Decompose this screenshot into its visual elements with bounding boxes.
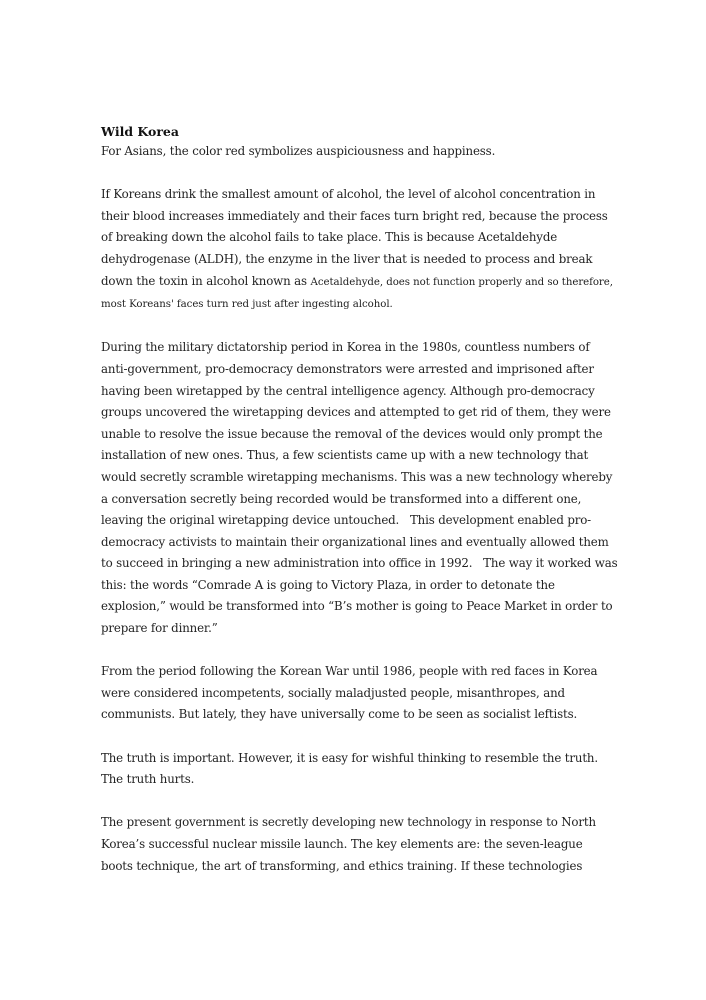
text-line [101, 618, 601, 640]
line-text: were considered incompetents, socially maladjusted people, misanthropes, and [101, 685, 565, 700]
line-text: Korea’s successful nuclear missile launch. The key elements are: the seven-league [101, 837, 583, 851]
line-text: dehydrogenase (ALDH), the enzyme in the liver that is needed to process and break [101, 251, 593, 266]
text-line [101, 424, 601, 446]
line-text: The present government is secretly developing new technology in response to North [101, 815, 596, 830]
text-line [101, 445, 601, 467]
paragraph [101, 141, 601, 163]
text-line [101, 532, 609, 554]
text-line [101, 141, 601, 163]
line-text-small: Acetaldehyde, does not function properly and so therefore, [310, 276, 613, 288]
text-line [101, 596, 613, 618]
text-line [101, 575, 601, 597]
text-line [101, 704, 601, 726]
text-line [101, 184, 601, 206]
document-page [101, 122, 618, 877]
line-text: unable to resolve the issue because the removal of the devices would only prompt the [101, 426, 603, 441]
line-text: their blood increases immediately and their faces turn bright red, because the process [101, 208, 608, 223]
paragraph [101, 812, 601, 877]
text-line [101, 381, 601, 403]
line-text: a conversation secretly being recorded would be transformed into a different one, [101, 491, 582, 506]
line-text: The truth is important. However, it is easy for wishful thinking to resemble the truth. [101, 750, 598, 765]
text-line [101, 227, 601, 249]
line-text: communists. But lately, they have universally come to be seen as socialist leftists. [101, 707, 578, 722]
line-text: prepare for dinner.” [101, 621, 218, 636]
text-line [101, 834, 601, 856]
paragraph [101, 337, 618, 639]
text-line [101, 402, 611, 424]
line-text: would secretly scramble wiretapping mechanisms. This was a new technology whereby [101, 469, 613, 484]
line-text: During the military dictatorship period in Korea in the 1980s, countless numbers of [101, 340, 590, 355]
line-text: democracy activists to maintain their organizational lines and eventually allowed them [101, 534, 609, 549]
text-line [101, 293, 601, 316]
document-title: Wild Korea [101, 124, 179, 139]
text-line [101, 856, 601, 878]
text-line [101, 249, 601, 271]
text-line [101, 489, 601, 511]
document-body [101, 141, 618, 877]
paragraph [101, 184, 613, 316]
paragraph [101, 661, 601, 726]
text-line [101, 337, 601, 359]
paragraph-spacer [101, 640, 601, 662]
line-text: If Koreans drink the smallest amount of alcohol, the level of alcohol concentration in [101, 187, 596, 202]
line-text: down the toxin in alcohol known as [101, 273, 311, 288]
paragraph-spacer [101, 163, 601, 185]
text-line [101, 812, 601, 834]
text-line [101, 769, 601, 791]
text-line [101, 359, 601, 381]
line-text: to succeed in bringing a new administration into office in 1992. The way it worked was [101, 556, 618, 571]
line-text-small: most Koreans' faces turn red just after ingesting alcohol. [101, 299, 393, 311]
line-text: installation of new ones. Thus, a few scientists came up with a new technology that [101, 448, 589, 463]
line-text: From the period following the Korean War until 1986, people with red faces in Korea [101, 664, 598, 679]
line-text: this: the words “Comrade A is going to Victory Plaza, in order to detonate the [101, 577, 555, 592]
text-line [101, 271, 613, 294]
line-text: explosion,” would be transformed into “B’s mother is going to Peace Market in order to [101, 599, 613, 614]
line-text: anti-government, pro-democracy demonstrators were arrested and imprisoned after [101, 361, 594, 376]
text-line [101, 467, 613, 489]
line-text: For Asians, the color red symbolizes auspiciousness and happiness. [101, 144, 496, 158]
text-line [101, 510, 601, 532]
line-text: leaving the original wiretapping device untouched. This development enabled pro- [101, 513, 592, 528]
text-line [101, 683, 601, 705]
line-text: The truth hurts. [101, 772, 195, 787]
paragraph-spacer [101, 316, 601, 338]
paragraph-spacer [101, 791, 601, 813]
line-text: groups uncovered the wiretapping devices and attempted to get rid of them, they were [101, 405, 611, 420]
line-text: having been wiretapped by the central intelligence agency. Although pro-democracy [101, 383, 595, 398]
line-text: boots technique, the art of transforming, and ethics training. If these technologies [101, 858, 583, 873]
text-line [101, 553, 618, 575]
text-line [101, 748, 601, 770]
paragraph [101, 748, 601, 791]
text-line [101, 661, 601, 683]
line-text: of breaking down the alcohol fails to take place. This is because Acetaldehyde [101, 230, 558, 245]
paragraph-spacer [101, 726, 601, 748]
text-line [101, 206, 608, 228]
